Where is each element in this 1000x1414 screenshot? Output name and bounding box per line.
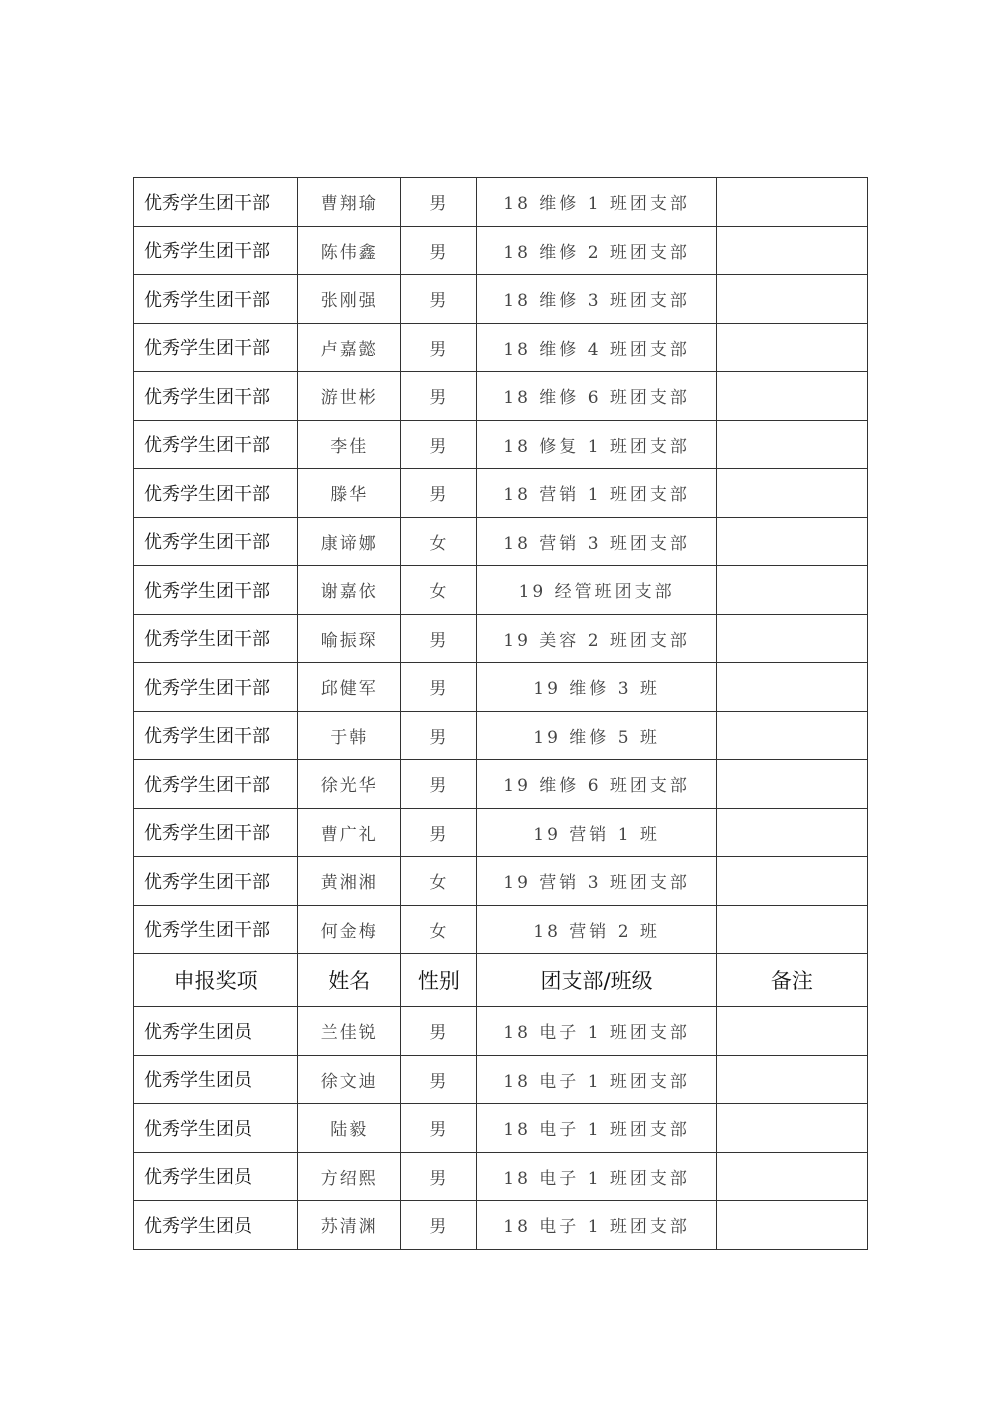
award-cell: 优秀学生团干部 — [134, 857, 298, 906]
gender-cell: 男 — [401, 614, 477, 663]
name-cell: 卢嘉懿 — [298, 323, 401, 372]
note-cell — [716, 1007, 867, 1056]
name-cell: 陆毅 — [298, 1104, 401, 1153]
branch-cell: 19 营销 3 班团支部 — [477, 857, 716, 906]
name-cell: 游世彬 — [298, 372, 401, 421]
branch-cell: 19 美容 2 班团支部 — [477, 614, 716, 663]
name-cell: 何金梅 — [298, 905, 401, 954]
name-cell: 张刚强 — [298, 275, 401, 324]
branch-cell: 18 维修 3 班团支部 — [477, 275, 716, 324]
branch-cell: 18 修复 1 班团支部 — [477, 420, 716, 469]
note-cell — [716, 760, 867, 809]
table-row — [134, 420, 868, 469]
note-cell — [716, 614, 867, 663]
table-header-row — [134, 954, 868, 1007]
gender-cell: 男 — [401, 323, 477, 372]
gender-cell: 男 — [401, 1104, 477, 1153]
award-cell: 优秀学生团员 — [134, 1152, 298, 1201]
gender-cell: 男 — [401, 275, 477, 324]
award-cell: 优秀学生团干部 — [134, 469, 298, 518]
award-cell: 优秀学生团员 — [134, 1055, 298, 1104]
branch-cell: 19 经管班团支部 — [477, 566, 716, 615]
table-row — [134, 1201, 868, 1250]
note-cell — [716, 420, 867, 469]
gender-cell: 男 — [401, 663, 477, 712]
gender-cell: 女 — [401, 566, 477, 615]
name-cell: 方绍熙 — [298, 1152, 401, 1201]
name-cell: 徐文迪 — [298, 1055, 401, 1104]
name-cell: 喻振琛 — [298, 614, 401, 663]
name-cell: 于韩 — [298, 711, 401, 760]
award-cell: 优秀学生团干部 — [134, 178, 298, 227]
award-cell: 优秀学生团干部 — [134, 614, 298, 663]
gender-cell: 男 — [401, 420, 477, 469]
note-cell — [716, 1104, 867, 1153]
gender-cell: 男 — [401, 711, 477, 760]
award-cell: 优秀学生团员 — [134, 1201, 298, 1250]
name-cell: 徐光华 — [298, 760, 401, 809]
name-cell: 兰佳锐 — [298, 1007, 401, 1056]
note-cell — [716, 469, 867, 518]
award-cell: 优秀学生团干部 — [134, 420, 298, 469]
gender-cell: 男 — [401, 178, 477, 227]
award-cell: 优秀学生团干部 — [134, 226, 298, 275]
table-row — [134, 566, 868, 615]
note-cell — [716, 663, 867, 712]
header-branch: 团支部/班级 — [477, 954, 716, 1007]
branch-cell: 19 营销 1 班 — [477, 808, 716, 857]
gender-cell: 男 — [401, 808, 477, 857]
note-cell — [716, 1055, 867, 1104]
name-cell: 谢嘉依 — [298, 566, 401, 615]
gender-cell: 男 — [401, 1007, 477, 1056]
table-row — [134, 178, 868, 227]
branch-cell: 19 维修 6 班团支部 — [477, 760, 716, 809]
note-cell — [716, 517, 867, 566]
branch-cell: 18 维修 2 班团支部 — [477, 226, 716, 275]
award-cell: 优秀学生团干部 — [134, 711, 298, 760]
award-cell: 优秀学生团干部 — [134, 808, 298, 857]
header-name: 姓名 — [298, 954, 401, 1007]
gender-cell: 男 — [401, 1152, 477, 1201]
branch-cell: 18 电子 1 班团支部 — [477, 1055, 716, 1104]
table-row — [134, 1152, 868, 1201]
table-row — [134, 663, 868, 712]
table-row — [134, 857, 868, 906]
award-cell: 优秀学生团干部 — [134, 372, 298, 421]
note-cell — [716, 711, 867, 760]
table-row — [134, 711, 868, 760]
table-row — [134, 372, 868, 421]
award-cell: 优秀学生团员 — [134, 1007, 298, 1056]
table-row — [134, 469, 868, 518]
table-row — [134, 905, 868, 954]
name-cell: 李佳 — [298, 420, 401, 469]
branch-cell: 18 电子 1 班团支部 — [477, 1201, 716, 1250]
gender-cell: 男 — [401, 1201, 477, 1250]
award-cell: 优秀学生团干部 — [134, 275, 298, 324]
gender-cell: 女 — [401, 517, 477, 566]
award-cell: 优秀学生团干部 — [134, 663, 298, 712]
branch-cell: 18 电子 1 班团支部 — [477, 1152, 716, 1201]
award-list-table — [133, 177, 868, 1250]
note-cell — [716, 566, 867, 615]
award-cell: 优秀学生团干部 — [134, 323, 298, 372]
note-cell — [716, 905, 867, 954]
header-note: 备注 — [716, 954, 867, 1007]
gender-cell: 男 — [401, 226, 477, 275]
award-cell: 优秀学生团干部 — [134, 517, 298, 566]
note-cell — [716, 1201, 867, 1250]
note-cell — [716, 323, 867, 372]
table-row — [134, 323, 868, 372]
branch-cell: 19 维修 3 班 — [477, 663, 716, 712]
table-row — [134, 808, 868, 857]
table-row — [134, 614, 868, 663]
branch-cell: 18 营销 1 班团支部 — [477, 469, 716, 518]
gender-cell: 男 — [401, 469, 477, 518]
award-cell: 优秀学生团干部 — [134, 905, 298, 954]
gender-cell: 男 — [401, 372, 477, 421]
header-gender: 性别 — [401, 954, 477, 1007]
table-row — [134, 517, 868, 566]
branch-cell: 18 维修 4 班团支部 — [477, 323, 716, 372]
name-cell: 苏清渊 — [298, 1201, 401, 1250]
award-cell: 优秀学生团干部 — [134, 760, 298, 809]
name-cell: 康谛娜 — [298, 517, 401, 566]
gender-cell: 男 — [401, 760, 477, 809]
name-cell: 曹翔瑜 — [298, 178, 401, 227]
note-cell — [716, 275, 867, 324]
gender-cell: 女 — [401, 857, 477, 906]
branch-cell: 18 营销 2 班 — [477, 905, 716, 954]
note-cell — [716, 178, 867, 227]
branch-cell: 18 电子 1 班团支部 — [477, 1104, 716, 1153]
note-cell — [716, 808, 867, 857]
table-row — [134, 1055, 868, 1104]
table-row — [134, 226, 868, 275]
award-cell: 优秀学生团员 — [134, 1104, 298, 1153]
table-row — [134, 760, 868, 809]
name-cell: 曹广礼 — [298, 808, 401, 857]
branch-cell: 18 维修 6 班团支部 — [477, 372, 716, 421]
table-row — [134, 1104, 868, 1153]
branch-cell: 19 维修 5 班 — [477, 711, 716, 760]
name-cell: 陈伟鑫 — [298, 226, 401, 275]
name-cell: 邱健军 — [298, 663, 401, 712]
branch-cell: 18 维修 1 班团支部 — [477, 178, 716, 227]
branch-cell: 18 电子 1 班团支部 — [477, 1007, 716, 1056]
name-cell: 滕华 — [298, 469, 401, 518]
note-cell — [716, 226, 867, 275]
note-cell — [716, 372, 867, 421]
header-award: 申报奖项 — [134, 954, 298, 1007]
table-row — [134, 1007, 868, 1056]
table-row — [134, 275, 868, 324]
branch-cell: 18 营销 3 班团支部 — [477, 517, 716, 566]
gender-cell: 男 — [401, 1055, 477, 1104]
note-cell — [716, 1152, 867, 1201]
award-cell: 优秀学生团干部 — [134, 566, 298, 615]
note-cell — [716, 857, 867, 906]
name-cell: 黄湘湘 — [298, 857, 401, 906]
gender-cell: 女 — [401, 905, 477, 954]
